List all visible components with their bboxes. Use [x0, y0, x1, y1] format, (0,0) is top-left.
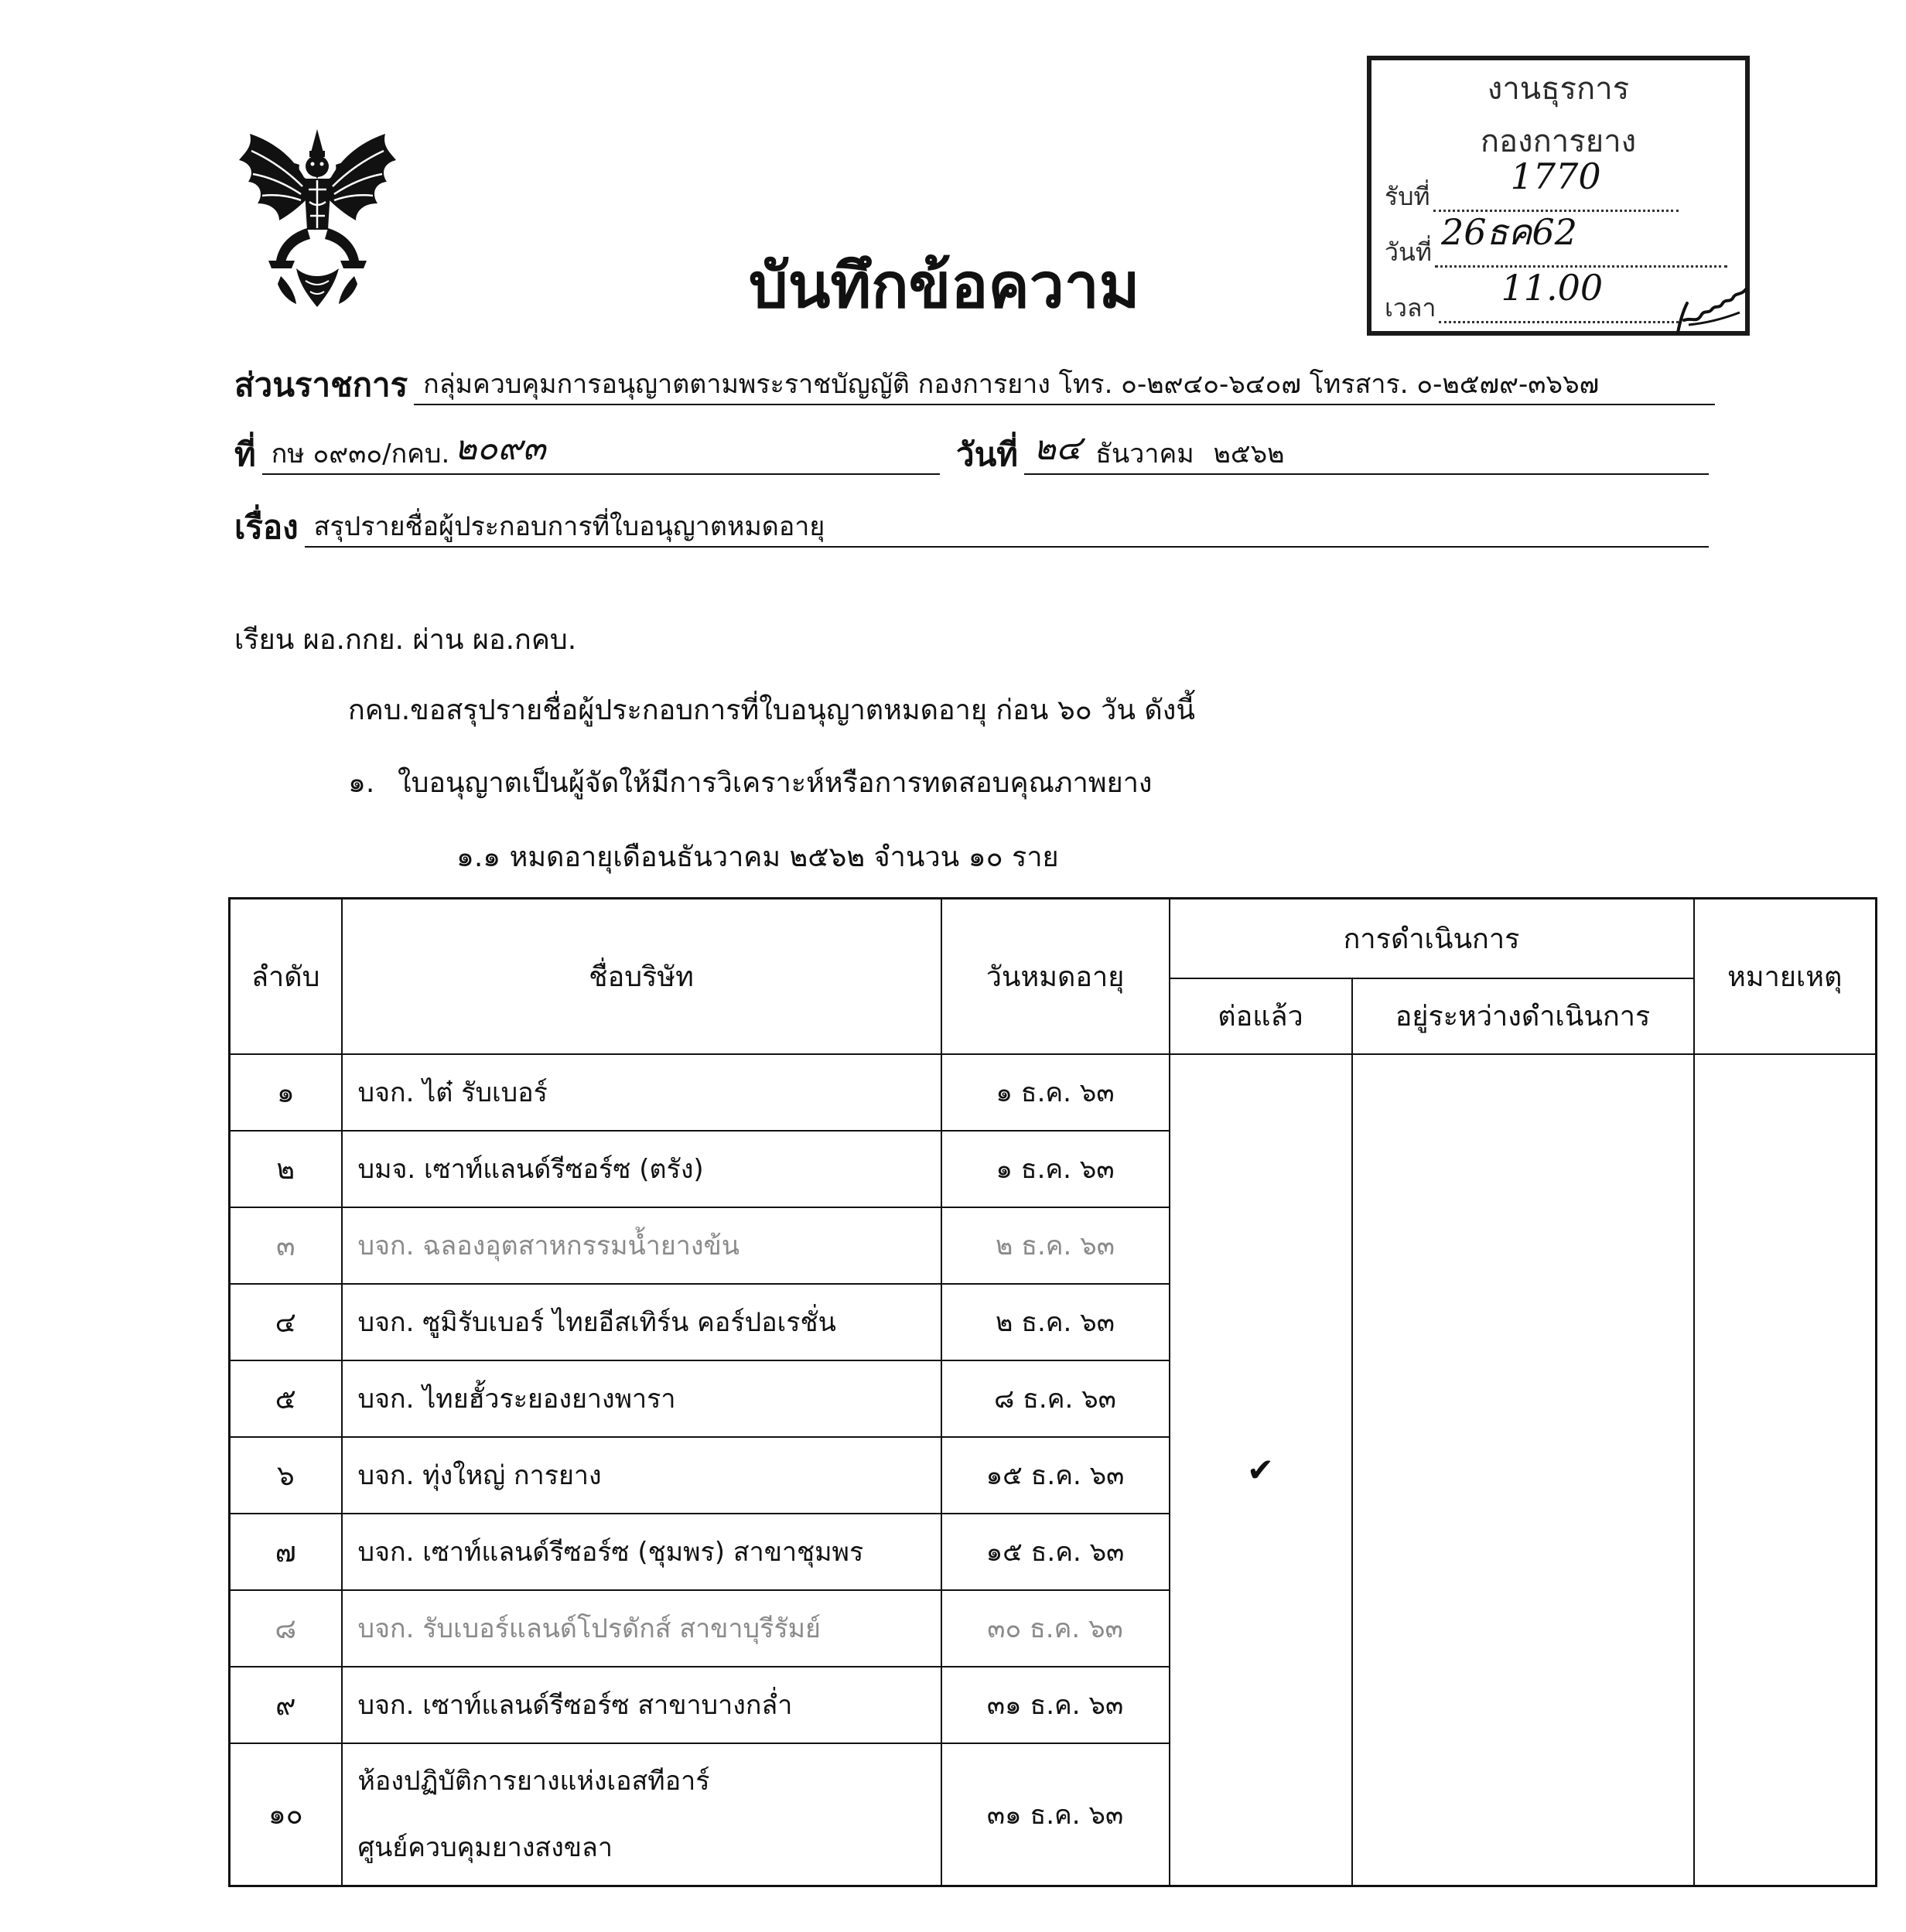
agency-line [234, 360, 1715, 405]
initials-signature [1673, 285, 1751, 340]
expiry-date: ๒ ธ.ค. ๖๓ [941, 1207, 1170, 1284]
reference-line [234, 430, 940, 475]
subject-label: เรื่อง [234, 508, 299, 546]
stamp-date-label: วันที่ [1385, 237, 1432, 267]
header-action: การดำเนินการ [1170, 899, 1694, 978]
stamp-received-row [1385, 155, 1679, 212]
expiry-date: ๘ ธ.ค. ๖๓ [941, 1360, 1170, 1437]
stamp-time-value: 11.00 [1501, 267, 1604, 309]
table-row [230, 1054, 1877, 1131]
row-number: ๔ [230, 1284, 342, 1360]
expiry-date: ๓๑ ธ.ค. ๖๓ [941, 1667, 1170, 1743]
table-header-row [230, 899, 1877, 978]
company-name: บจก. เซาท์แลนด์รีซอร์ซ (ชุมพร) สาขาชุมพร [342, 1514, 941, 1590]
expiry-date: ๓๑ ธ.ค. ๖๓ [941, 1743, 1170, 1886]
subitem-1-1: ๑.๑ หมดอายุเดือนธันวาคม ๒๕๖๒ จำนวน ๑๐ ราย [456, 841, 1059, 873]
row-number: ๗ [230, 1514, 342, 1590]
company-name: บจก. ไทยฮั้วระยองยางพารา [342, 1360, 941, 1437]
header-remarks: หมายเหตุ [1694, 899, 1877, 1054]
date-label: วันที่ [956, 435, 1018, 473]
memo-title: บันทึกข้อความ [749, 250, 1140, 322]
date-line [956, 430, 1709, 475]
company-name: บจก. เซาท์แลนด์รีซอร์ซ สาขาบางกล่ำ [342, 1667, 941, 1743]
header-renewed: ต่อแล้ว [1170, 978, 1352, 1054]
stamp-received-dots [1433, 155, 1679, 212]
subject-value: สรุปรายชื่อผู้ประกอบการที่ใบอนุญาตหมดอายุ [305, 507, 1709, 548]
date-day-handwritten: ๒๔ [1033, 428, 1082, 468]
in-progress-cell [1352, 1054, 1694, 1886]
company-name: บจก. รับเบอร์แลนด์โปรดักส์ สาขาบุรีรัมย์ [342, 1590, 941, 1667]
expiry-date: ๒ ธ.ค. ๖๓ [941, 1284, 1170, 1360]
row-number: ๑๐ [230, 1743, 342, 1886]
stamp-time-row [1385, 267, 1679, 323]
row-number: ๑ [230, 1054, 342, 1131]
header-company: ชื่อบริษัท [342, 899, 941, 1054]
expiry-date: ๓๐ ธ.ค. ๖๓ [941, 1590, 1170, 1667]
company-name: บจก. ฉลองอุตสาหกรรมน้ำยางข้น [342, 1207, 941, 1284]
company-name: บจก. ซูมิรับเบอร์ ไทยอีสเทิร์น คอร์ปอเรชั่น [342, 1284, 941, 1360]
company-name-line-2: ศูนย์ควบคุมยางสงขลา [357, 1831, 613, 1863]
row-number: ๕ [230, 1360, 342, 1437]
company-name [342, 1743, 941, 1886]
header-in-progress: อยู่ระหว่างดำเนินการ [1352, 978, 1694, 1054]
reference-number-handwritten: ๒๐๙๓ [454, 428, 546, 468]
salutation: เรียน ผอ.กกย. ผ่าน ผอ.กคบ. [234, 624, 577, 656]
subject-line [234, 503, 1709, 548]
expiry-date: ๑ ธ.ค. ๖๓ [941, 1054, 1170, 1131]
stamp-received-number: 1770 [1510, 155, 1601, 197]
license-expiry-table [228, 897, 1877, 1887]
expiry-date: ๑๕ ธ.ค. ๖๓ [941, 1437, 1170, 1514]
renewed-checkmark: ✔ [1246, 1450, 1275, 1489]
header-expiry: วันหมดอายุ [941, 899, 1170, 1054]
stamp-division: กองการยาง [1480, 124, 1637, 159]
stamp-received-label: รับที่ [1385, 182, 1430, 211]
row-number: ๒ [230, 1131, 342, 1207]
reference-prefix: กษ ๐๙๓๐/กคบ. [271, 439, 450, 469]
item-1-text: ใบอนุญาตเป็นผู้จัดให้มีการวิเคราะห์หรือการทดสอบคุณภาพยาง [398, 767, 1153, 799]
stamp-date-value: 26ธค62 [1440, 211, 1577, 253]
row-number: ๖ [230, 1437, 342, 1514]
header-no: ลำดับ [230, 899, 342, 1054]
stamp-time-dots [1439, 267, 1679, 323]
reference-label: ที่ [234, 435, 256, 473]
expiry-date: ๑ ธ.ค. ๖๓ [941, 1131, 1170, 1207]
garuda-emblem-icon [234, 129, 401, 309]
date-month-year: ธันวาคม ๒๕๖๒ [1095, 439, 1285, 469]
expiry-date: ๑๕ ธ.ค. ๖๓ [941, 1514, 1170, 1590]
renewed-cell [1170, 1054, 1352, 1886]
item-1-number: ๑. [348, 767, 375, 799]
stamp-time-label: เวลา [1385, 293, 1436, 323]
agency-value: กลุ่มควบคุมการอนุญาตตามพระราชบัญญัติ กองการยาง โทร. ๐-๒๙๔๐-๖๔๐๗ โทรสาร. ๐-๒๕๗๙-๓๖๖๗ [414, 365, 1715, 405]
company-name: บมจ. เซาท์แลนด์รีซอร์ซ (ตรัง) [342, 1131, 941, 1207]
row-number: ๓ [230, 1207, 342, 1284]
agency-label: ส่วนราชการ [234, 366, 408, 404]
stamp-date-row [1385, 211, 1727, 268]
row-number: ๙ [230, 1667, 342, 1743]
row-number: ๘ [230, 1590, 342, 1667]
stamp-date-dots [1435, 211, 1727, 268]
company-name-line-1: ห้องปฏิบัติการยางแห่งเอสทีอาร์ [357, 1765, 710, 1797]
item-1 [348, 762, 1153, 805]
reference-value [262, 430, 940, 475]
company-name: บจก. ทุ่งใหญ่ การยาง [342, 1437, 941, 1514]
remarks-cell [1694, 1054, 1877, 1886]
stamp-title: งานธุรการ [1487, 71, 1630, 107]
intro-paragraph: กคบ.ขอสรุปรายชื่อผู้ประกอบการที่ใบอนุญาตหมดอายุ ก่อน ๖๐ วัน ดังนี้ [348, 695, 1195, 726]
company-name: บจก. ไต๋ รับเบอร์ [342, 1054, 941, 1131]
date-value [1024, 430, 1709, 475]
